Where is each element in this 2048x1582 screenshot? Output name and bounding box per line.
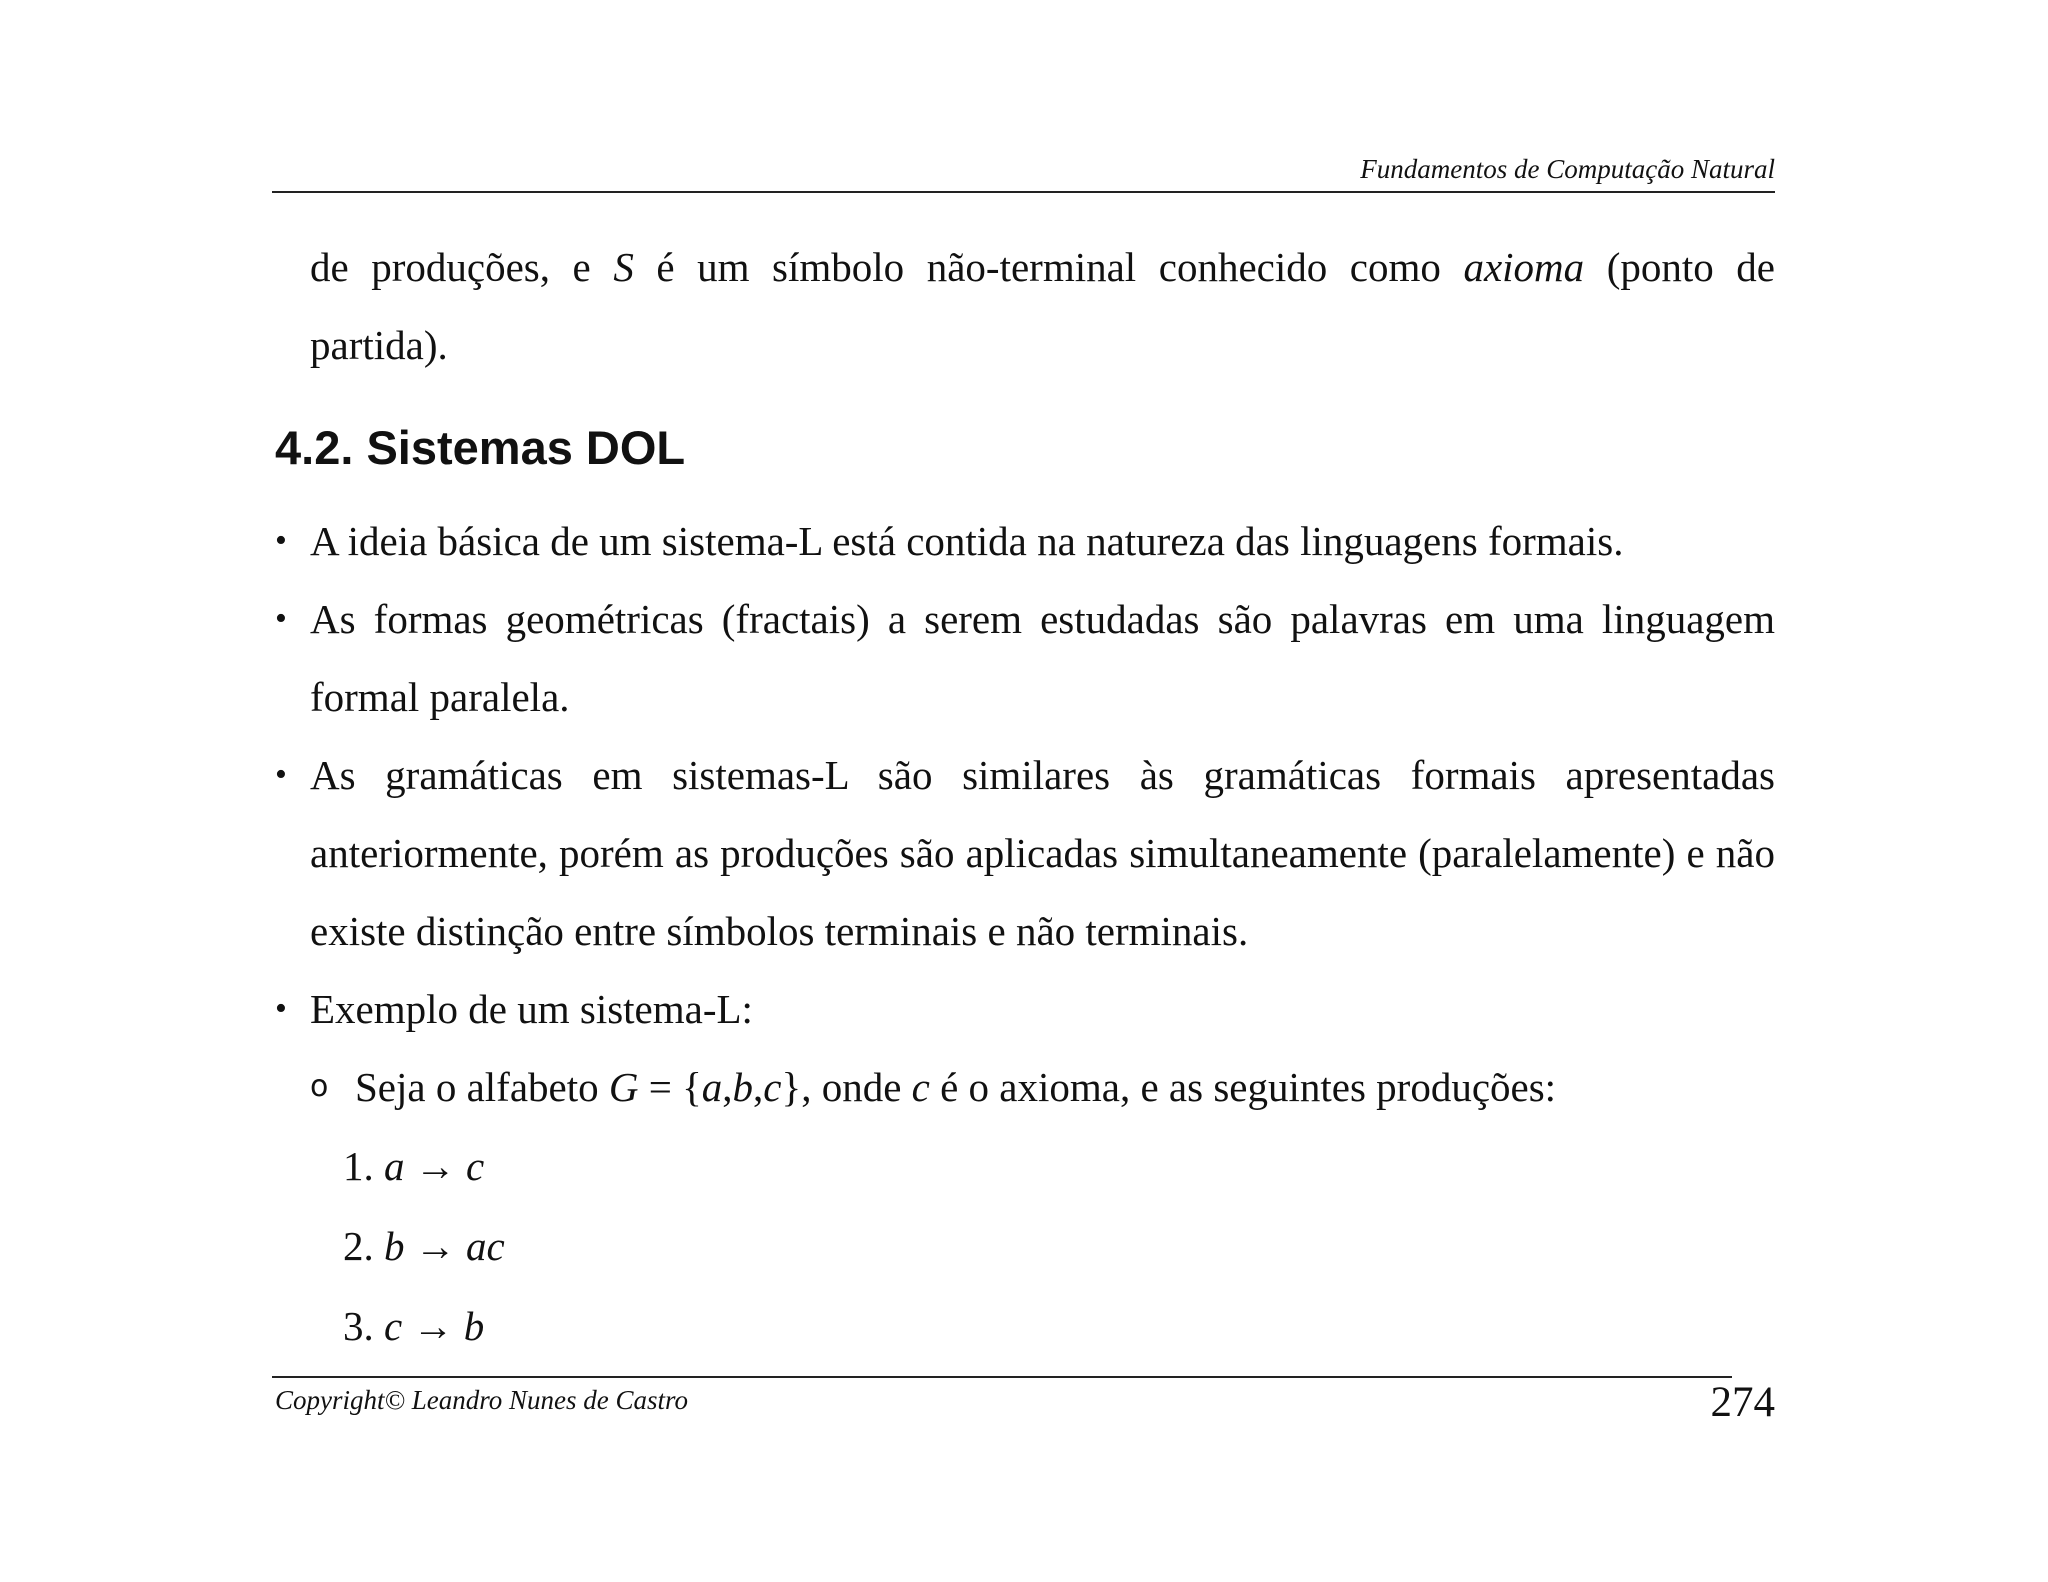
example-sub-item xyxy=(275,1048,1775,1126)
production-arrow: → xyxy=(404,1223,466,1269)
production-number: 2. xyxy=(343,1223,384,1269)
header-rule xyxy=(272,191,1775,193)
bullet-list xyxy=(275,502,1775,1366)
continued-paragraph xyxy=(310,228,1775,384)
production-lhs: c xyxy=(384,1303,403,1349)
bullet-text: Exemplo de um sistema-L: xyxy=(310,986,753,1032)
axiom-c: c xyxy=(911,1064,930,1110)
production-lhs: b xyxy=(384,1223,405,1269)
production-rule xyxy=(275,1206,1775,1286)
symbol-c: c xyxy=(763,1064,782,1110)
set-open: = { xyxy=(638,1064,702,1110)
alphabet-G: G xyxy=(608,1064,639,1110)
set-comma: , xyxy=(753,1064,764,1110)
bullet-item xyxy=(275,970,1775,1048)
bullet-item xyxy=(275,736,1775,970)
bullet-marker: • xyxy=(275,522,287,559)
production-number: 3. xyxy=(343,1303,384,1349)
production-rhs: c xyxy=(466,1143,485,1189)
symbol-a: a xyxy=(701,1064,723,1110)
intro-text-3: (ponto de partida). xyxy=(310,244,1775,368)
production-arrow: → xyxy=(402,1303,464,1349)
bullet-item xyxy=(275,580,1775,736)
production-rule xyxy=(275,1126,1775,1206)
production-number: 1. xyxy=(343,1143,384,1189)
bullet-marker: • xyxy=(275,756,287,793)
running-header-title: Fundamentos de Computação Natural xyxy=(1360,154,1775,184)
production-rhs: b xyxy=(463,1303,485,1349)
hollow-bullet-marker: o xyxy=(310,1069,329,1104)
page-number: 274 xyxy=(1710,1379,1775,1426)
symbol-b: b xyxy=(732,1064,754,1110)
bullet-text: As formas geométricas (fractais) a serem estudadas são palavras em uma linguagem formal paralela. xyxy=(310,596,1775,720)
section-heading: 4.2. Sistemas DOL xyxy=(275,421,686,474)
example-text-pre: Seja o alfabeto xyxy=(355,1064,609,1110)
bullet-marker: • xyxy=(275,600,287,637)
production-rhs: ac xyxy=(466,1223,505,1269)
set-comma: , xyxy=(722,1064,733,1110)
productions-list xyxy=(275,1126,1775,1366)
footer-rule xyxy=(272,1376,1732,1378)
set-close: } xyxy=(781,1064,802,1110)
productions-container xyxy=(275,1126,1775,1366)
bullet-text: As gramáticas em sistemas-L são similares às gramáticas formais apresentadas anteriormente, porém as produções são aplicadas simultaneamente (paralelamente) e não existe distinção entre símbolos terminais e não terminais. xyxy=(310,752,1775,954)
intro-text-2: é um símbolo não-terminal conhecido como xyxy=(633,244,1464,290)
production-lhs: a xyxy=(384,1143,405,1189)
bullet-marker: • xyxy=(275,990,287,1027)
intro-text-1: de produções, e xyxy=(310,244,614,290)
term-axioma: axioma xyxy=(1463,244,1585,290)
example-text-mid: , onde xyxy=(801,1064,912,1110)
production-arrow: → xyxy=(404,1143,466,1189)
production-rule xyxy=(275,1286,1775,1366)
symbol-S: S xyxy=(613,244,634,290)
bullet-item xyxy=(275,502,1775,580)
footer-copyright: Copyright© Leandro Nunes de Castro xyxy=(275,1385,689,1415)
bullet-text: A ideia básica de um sistema-L está contida na natureza das linguagens formais. xyxy=(310,518,1624,564)
example-text-post: é o axioma, e as seguintes produções: xyxy=(929,1064,1557,1110)
